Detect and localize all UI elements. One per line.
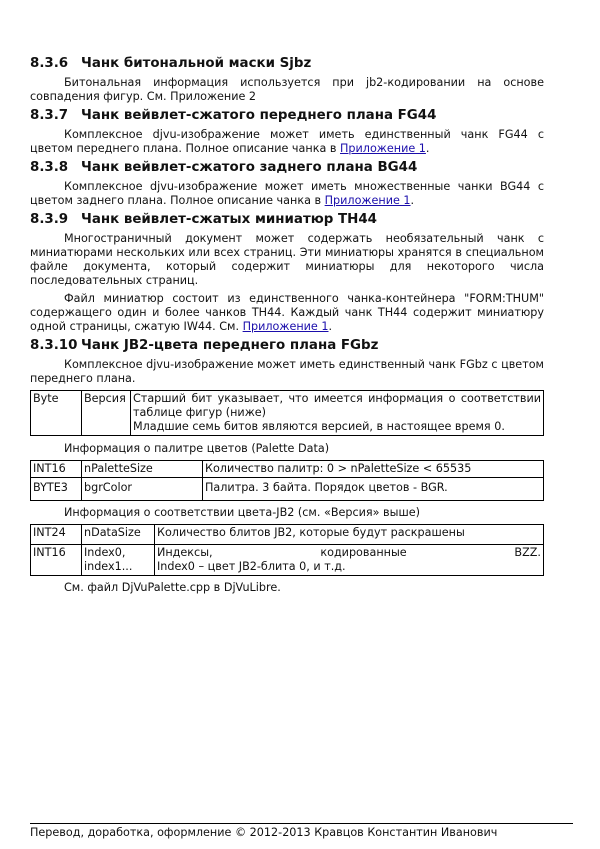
table-cell-desc: Палитра. 3 байта. Порядок цветов - BGR. [203, 478, 544, 501]
desc-line: Index0 – цвет JB2-блита 0, и т.д. [157, 560, 346, 573]
table-cell-type: BYTE3 [31, 478, 82, 501]
appendix-link[interactable]: Приложение 1 [242, 320, 329, 333]
table-cell-name: bgrColor [82, 478, 203, 501]
table-cell-desc [155, 545, 544, 576]
page-footer: Перевод, доработка, оформление © 2012-2013 Кравцов Константин Иванович [30, 823, 573, 840]
section-number: 8.3.10 [30, 338, 78, 353]
document-page [30, 56, 544, 599]
section-text [30, 292, 544, 334]
section-title: Чанк битональной маски Sjbz [81, 56, 312, 71]
section-title: Чанк вейвлет-сжатого заднего плана BG44 [81, 160, 418, 175]
paragraph-text: Комплексное djvu-изображение может иметь единственный чанк FG44 с цветом переднего плана. Полное описание чанка в [30, 128, 544, 155]
section-title: Чанк JB2-цвета переднего плана FGbz [81, 338, 379, 353]
table-row [31, 461, 544, 478]
table-row [31, 478, 544, 501]
section-heading-fgbz [30, 338, 544, 354]
table-cell-desc [131, 391, 544, 436]
table-caption: Информация о соответствии цвета-JB2 (см. «Версия» выше) [64, 506, 420, 519]
paragraph-end: . [425, 142, 430, 155]
table-cell-name: Версия [82, 391, 131, 436]
table-cell-desc: Количество блитов JB2, которые будут раскрашены [155, 525, 544, 545]
section-text: Комплексное djvu-изображение может иметь единственный чанк FGbz с цветом переднего плана. [30, 358, 544, 385]
section-text: Многостраничный документ может содержать необязательный чанк с миниатюрами нескольких или всех страниц. Эти миниатюры хранятся в специальном файле документа, который содержит миниатюры для некоторого числа последовательных страниц. [30, 232, 544, 287]
section-number: 8.3.6 [30, 56, 69, 71]
section-heading-th44 [30, 212, 544, 228]
table-row [31, 545, 544, 576]
section-number: 8.3.7 [30, 108, 69, 123]
section-heading-bg44 [30, 160, 544, 176]
palette-table [30, 460, 544, 501]
section-number: 8.3.9 [30, 212, 69, 227]
appendix-link[interactable]: Приложение 1 [324, 194, 411, 207]
appendix-link[interactable]: Приложение 1 [340, 142, 426, 155]
section-title: Чанк вейвлет-сжатых миниатюр TH44 [81, 212, 377, 227]
section-heading-sjbz [30, 56, 544, 72]
section-text: Битональная информация используется при jb2-кодировании на основе совпадения фигур. См. Приложение 2 [30, 76, 544, 103]
paragraph-text: Файл миниатюр состоит из единственного чанка-контейнера "FORM:THUM" содержащего один и более чанков TH44. Каждый чанк TH44 содержит миниатюру одной страницы, сжатую IW44. См. [30, 292, 544, 333]
paragraph-end: . [410, 194, 415, 207]
paragraph-text: Комплексное djvu-изображение может иметь множественные чанки BG44 с цветом заднего плана. Полное описание чанка в [30, 180, 544, 207]
table-cell-type: INT24 [31, 525, 82, 545]
desc-line: Младшие семь битов являются версией, в настоящее время 0. [133, 420, 505, 433]
table-row [31, 391, 544, 436]
section-number: 8.3.8 [30, 160, 69, 175]
table-cell-name: nDataSize [82, 525, 155, 545]
name-line: Index0, [84, 546, 126, 559]
version-table [30, 390, 544, 436]
table-cell-type: Byte [31, 391, 82, 436]
section-text [30, 180, 544, 208]
source-note: См. файл DjVuPalette.cpp в DjVuLibre. [64, 581, 281, 594]
table-cell-name: nPaletteSize [82, 461, 203, 478]
table-row [31, 525, 544, 545]
table-cell-type: INT16 [31, 461, 82, 478]
desc-line: Старший бит указывает, что имеется информация о соответствии таблице фигур (ниже) [133, 392, 541, 419]
table-caption: Информация о палитре цветов (Palette Data) [64, 442, 330, 455]
table-cell-desc: Количество палитр: 0 > nPaletteSize < 65535 [203, 461, 544, 478]
desc-line: Индексы, кодированные BZZ. [157, 546, 541, 559]
color-jb2-table [30, 524, 544, 576]
section-text [30, 128, 544, 156]
section-title: Чанк вейвлет-сжатого переднего плана FG44 [81, 108, 437, 123]
paragraph-end: . [328, 320, 333, 333]
name-line: index1... [84, 560, 133, 573]
table-cell-name [82, 545, 155, 576]
section-heading-fg44 [30, 108, 544, 124]
table-cell-type: INT16 [31, 545, 82, 576]
